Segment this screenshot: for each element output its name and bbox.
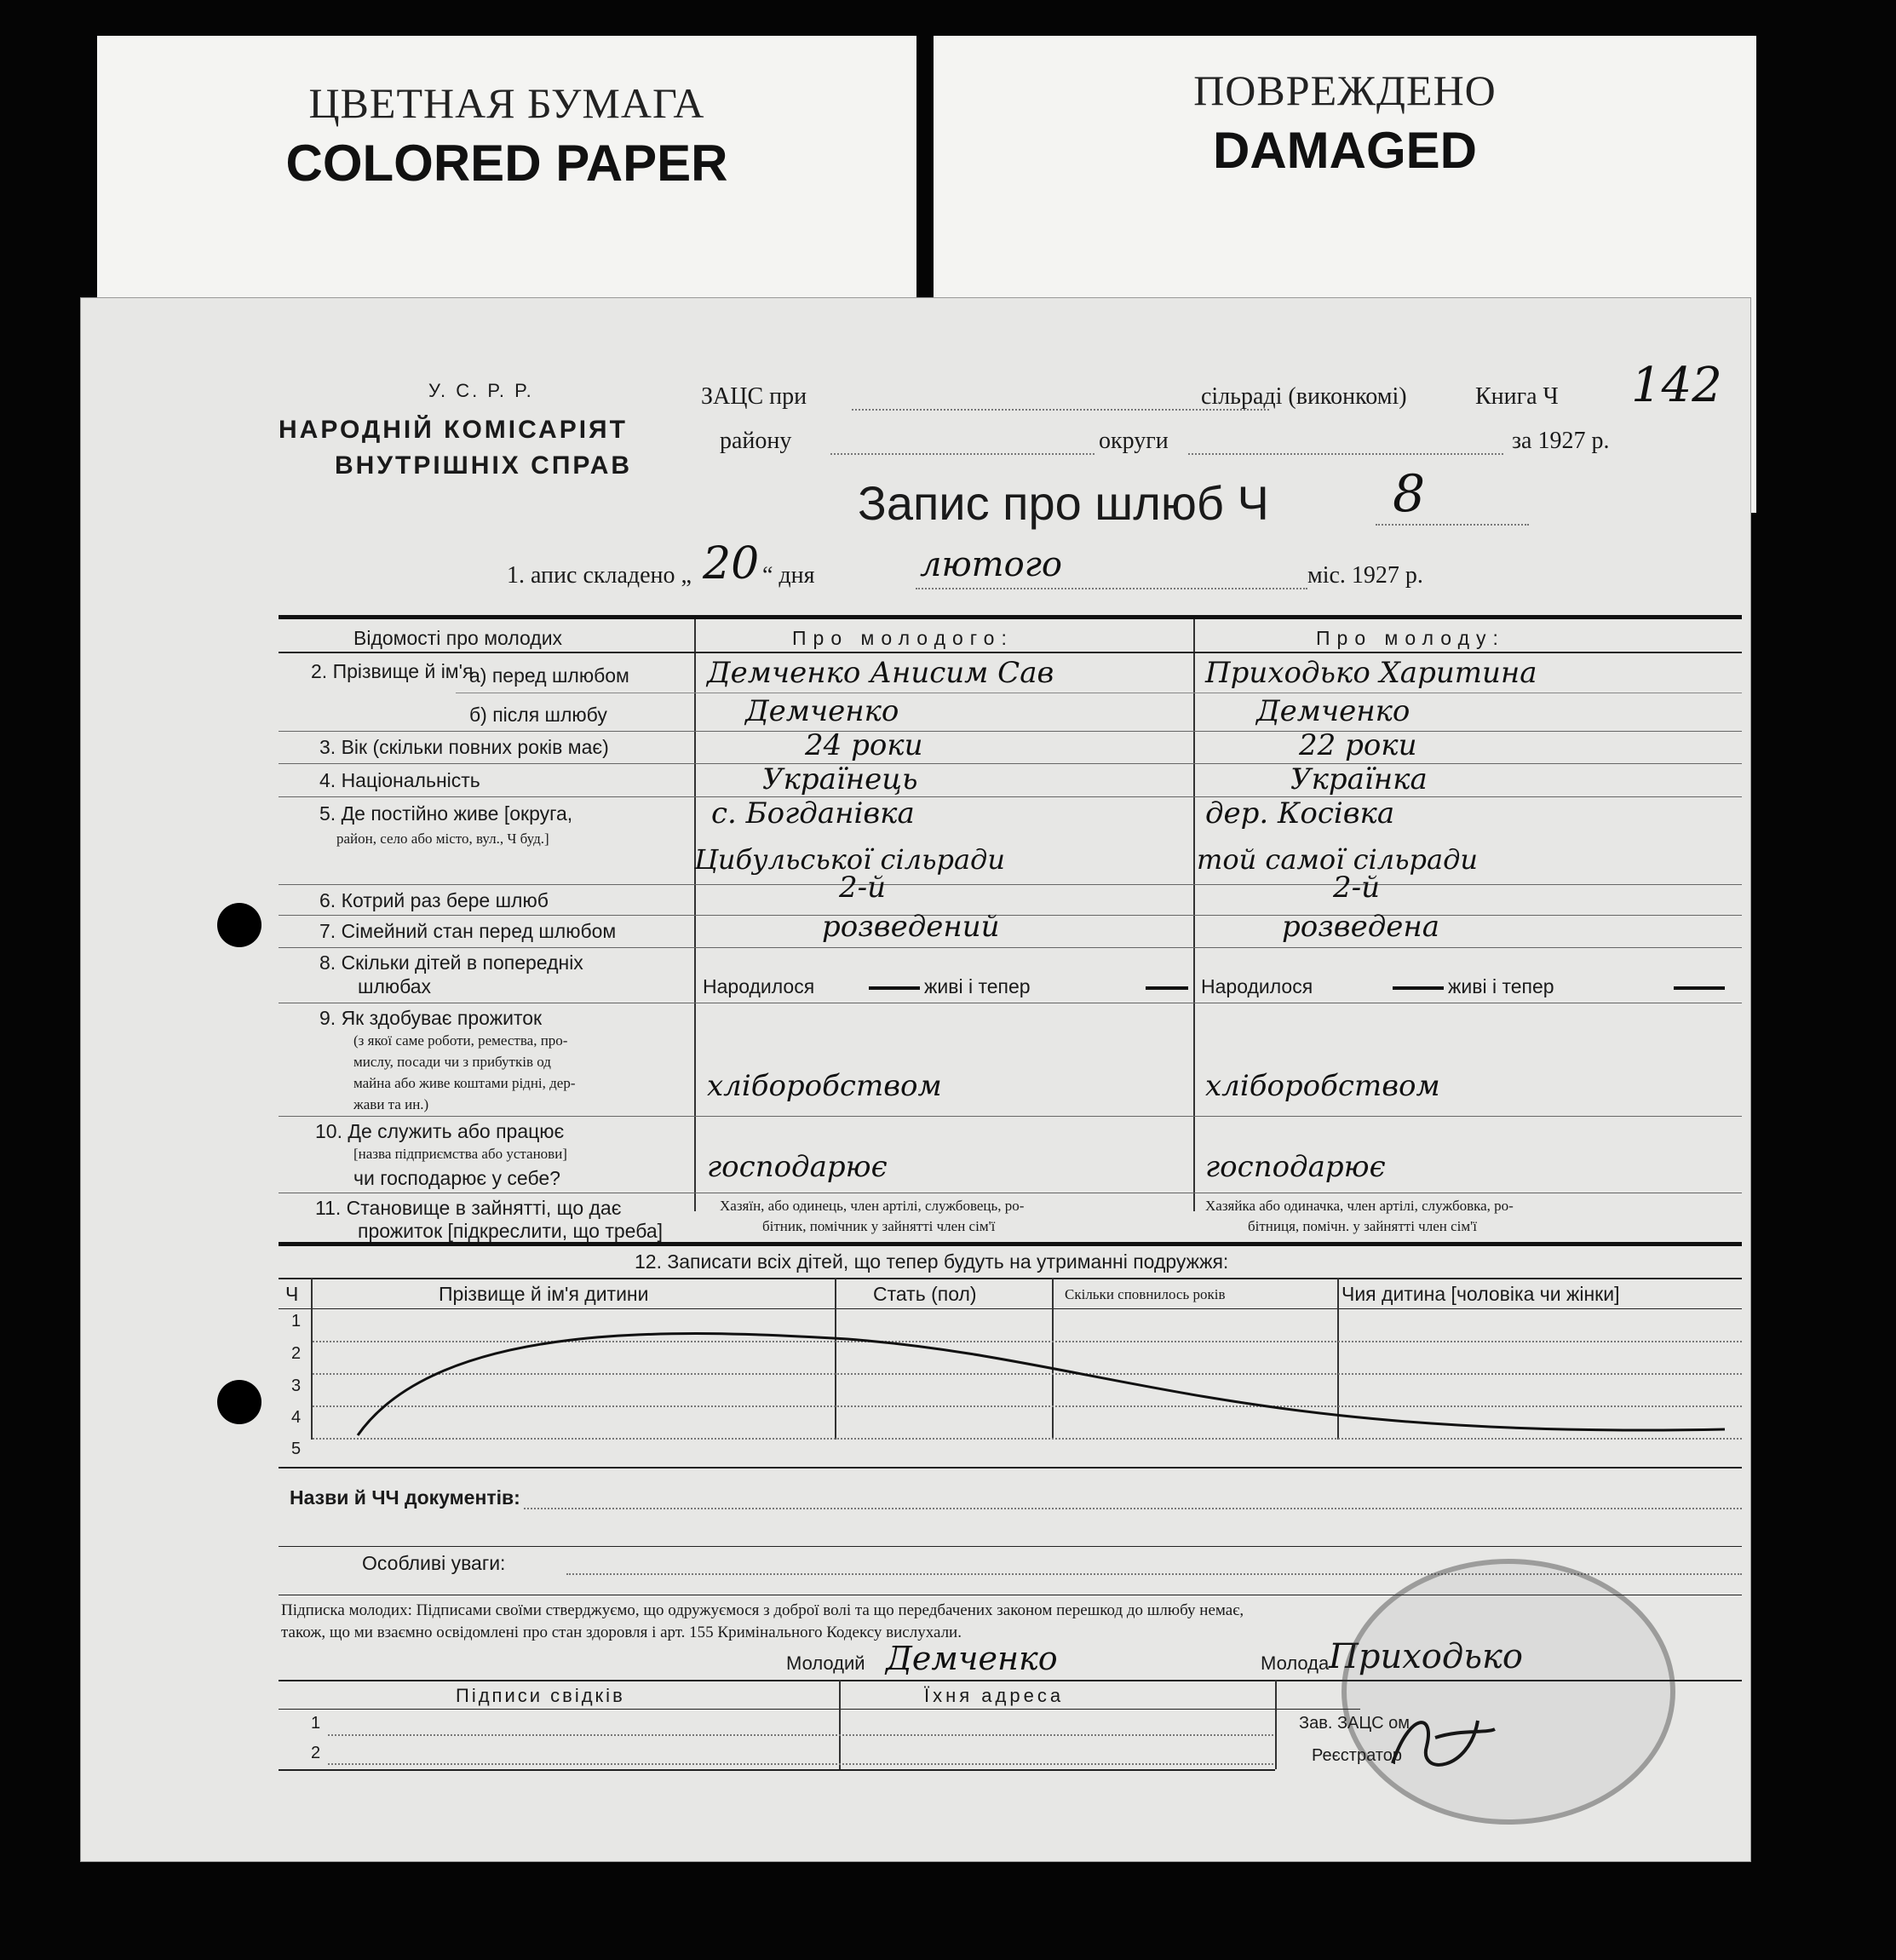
bride-residence-1: дер. Косівка — [1205, 796, 1395, 831]
registrar-label: Реєстратор — [1312, 1746, 1402, 1765]
colored-paper-en: COLORED PAPER — [285, 135, 728, 192]
r2a-label: а) перед шлюбом — [469, 664, 629, 687]
bride-alive-label: живі і тепер — [1448, 975, 1554, 997]
r9e-label: жави та ин.) — [353, 1096, 429, 1112]
commissariat-line2: ВНУТРІШНІХ СПРАВ — [335, 451, 633, 480]
item1-month: лютого — [920, 545, 1062, 584]
children-col-sex: Стать (пол) — [873, 1283, 977, 1305]
child-row-no: 5 — [291, 1440, 302, 1458]
children-col-age: Скільки сповнилось років — [1065, 1286, 1226, 1302]
documents-field — [524, 1508, 1742, 1509]
r4-label: 4. Національність — [319, 769, 480, 791]
bride-status-options-2: бітниця, помічн. у зайнятті член сім'ї — [1248, 1218, 1477, 1234]
groom-signature-label: Молодий — [786, 1652, 865, 1674]
col-bride-header: Про молоду: — [1316, 627, 1505, 649]
r9c-label: мислу, посади чи з прибутків од — [353, 1054, 551, 1070]
statement-line1: Підписка молодих: Підписами своїми стверджуємо, що одружуємося з доброї волі та що передбачених законом перешкод до шлюбу немає, — [281, 1601, 1244, 1619]
col-groom-header: Про молодого: — [792, 627, 1014, 649]
footer-line — [279, 1546, 1742, 1547]
witness-row-no: 2 — [311, 1744, 321, 1762]
r11b-label: прожиток [підкреслити, що треба] — [358, 1220, 664, 1242]
r11-label: 11. Становище в зайнятті, що дає — [315, 1197, 622, 1219]
official-stamp-icon — [1342, 1559, 1675, 1825]
groom-born-label: Народилося — [703, 975, 815, 997]
groom-status-options-2: бітник, помічник у зайнятті член сім'ї — [762, 1218, 996, 1234]
notes-label: Особливі уваги: — [362, 1552, 506, 1574]
groom-residence-1: с. Богданівка — [711, 796, 915, 831]
bride-residence-2: той самої сільради — [1197, 843, 1478, 876]
rayon-label: району — [720, 428, 792, 454]
r2-label: 2. Прізвище й ім'я — [311, 660, 474, 682]
groom-name-after: Демченко — [745, 694, 899, 728]
r3-label: 3. Вік (скільки повних років має) — [319, 736, 609, 758]
r9b-label: (з якої саме роботи, ремества, про- — [353, 1032, 568, 1049]
bride-name-before: Приходько Харитина — [1205, 656, 1537, 690]
documents-label: Назви й ЧЧ документів: — [290, 1486, 520, 1509]
witness-divider — [1275, 1680, 1277, 1769]
bride-livelihood: хліборобством — [1205, 1069, 1440, 1103]
record-title: Запис про шлюб Ч — [858, 476, 1269, 530]
r9-label: 9. Як здобуває прожиток — [319, 1007, 543, 1029]
record-number: 8 — [1393, 464, 1426, 524]
bride-status-options: Хазяйка або одиначка, член артілі, службовка, ро- — [1205, 1198, 1514, 1214]
groom-livelihood: хліборобством — [707, 1069, 942, 1103]
children-title: 12. Записати всіх дітей, що тепер будуть на утриманні подружжя: — [635, 1250, 1229, 1273]
witness-row — [328, 1734, 1273, 1736]
child-row-no: 1 — [291, 1312, 302, 1331]
item1-day: 20 — [703, 538, 760, 589]
child-row-no: 3 — [291, 1377, 302, 1395]
r6-label: 6. Котрий раз бере шлюб — [319, 889, 549, 911]
ussr-header: У. С. Р. Р. — [428, 380, 534, 401]
children-col-no: Ч — [285, 1283, 299, 1305]
r10b-label: [назва підприємства або установи] — [353, 1146, 567, 1162]
groom-status: розведений — [822, 910, 1000, 944]
groom-signature: Демченко — [886, 1640, 1058, 1677]
r9d-label: майна або живе коштами рідні, дер- — [353, 1075, 576, 1091]
groom-alive-label: живі і тепер — [924, 975, 1031, 997]
book-label: Книга Ч — [1475, 383, 1559, 410]
bride-age: 22 роки — [1299, 728, 1417, 762]
r10c-label: чи господарює у себе? — [353, 1167, 560, 1189]
address-col-label: Їхня адреса — [924, 1685, 1065, 1706]
groom-workplace: господарює — [707, 1150, 888, 1184]
item1-prefix: 1. апис складено „ — [507, 562, 692, 589]
statement-line2: також, що ми взаємно освідомлені про стан здоровля і арт. 155 Кримінального Кодексу вислухали. — [281, 1624, 962, 1641]
book-number: 142 — [1631, 358, 1722, 413]
colored-paper-ru: ЦВЕТНАЯ БУМАГА — [308, 79, 705, 127]
witness-col-label: Підписи свідків — [456, 1685, 625, 1706]
groom-marriage-no: 2-й — [839, 871, 887, 905]
witness-row-no: 1 — [311, 1714, 321, 1733]
r7-label: 7. Сімейний стан перед шлюбом — [319, 920, 617, 942]
bride-signature: Приходько — [1329, 1637, 1523, 1676]
damaged-en: DAMAGED — [1213, 122, 1477, 179]
damaged-ru: ПОВРЕЖДЕНО — [1193, 66, 1497, 114]
children-col-name: Прізвище й ім'я дитини — [439, 1283, 649, 1305]
colored-paper-card — [97, 36, 916, 317]
groom-status-options: Хазяїн, або одинець, член артілі, службовець, ро- — [720, 1198, 1025, 1214]
r5b-label: район, село або місто, вул., Ч буд.] — [336, 831, 549, 847]
witness-row — [328, 1763, 1273, 1765]
zags-label: ЗАЦС при — [701, 383, 807, 410]
r8-label: 8. Скільки дітей в попередніх — [319, 951, 583, 974]
year-label: за 1927 р. — [1512, 428, 1610, 454]
witness-divider — [839, 1680, 841, 1769]
bride-workplace: господарює — [1205, 1150, 1386, 1184]
groom-name-before: Демченко Анисим Сав — [707, 656, 1054, 690]
okrugy-label: округи — [1099, 428, 1169, 454]
groom-nationality: Українець — [762, 762, 918, 796]
child-row-no: 2 — [291, 1344, 302, 1363]
r10-label: 10. Де служить або працює — [315, 1120, 565, 1142]
item1-suffix: міс. 1927 р. — [1307, 562, 1423, 589]
col-info-header: Відомості про молодих — [353, 627, 563, 649]
r2b-label: б) після шлюбу — [469, 704, 607, 726]
groom-age: 24 роки — [805, 728, 923, 762]
bride-born-label: Народилося — [1201, 975, 1313, 997]
silradi-label: сільраді (виконкомі) — [1201, 383, 1407, 410]
witness-bottom-line — [279, 1769, 1275, 1771]
bride-marriage-no: 2-й — [1333, 871, 1381, 905]
child-row-no: 4 — [291, 1408, 302, 1427]
item1-mid: “ дня — [762, 562, 815, 589]
head-label: Зав. ЗАЦС ом — [1299, 1714, 1411, 1733]
commissariat-line1: НАРОДНІЙ КОМІСАРІЯТ — [279, 416, 628, 444]
children-col-whose: Чия дитина [чоловіка чи жінки] — [1342, 1283, 1620, 1305]
r5-label: 5. Де постійно живе [округа, — [319, 802, 573, 825]
groom-residence-2: Цибульської сільради — [694, 843, 1005, 876]
r8b-label: шлюбах — [358, 975, 432, 997]
witness-header-line — [279, 1709, 1360, 1710]
bride-name-after: Демченко — [1256, 694, 1411, 728]
bride-nationality: Українка — [1290, 762, 1428, 796]
bride-status: розведена — [1282, 910, 1440, 944]
bride-signature-label: Молода — [1261, 1652, 1330, 1674]
